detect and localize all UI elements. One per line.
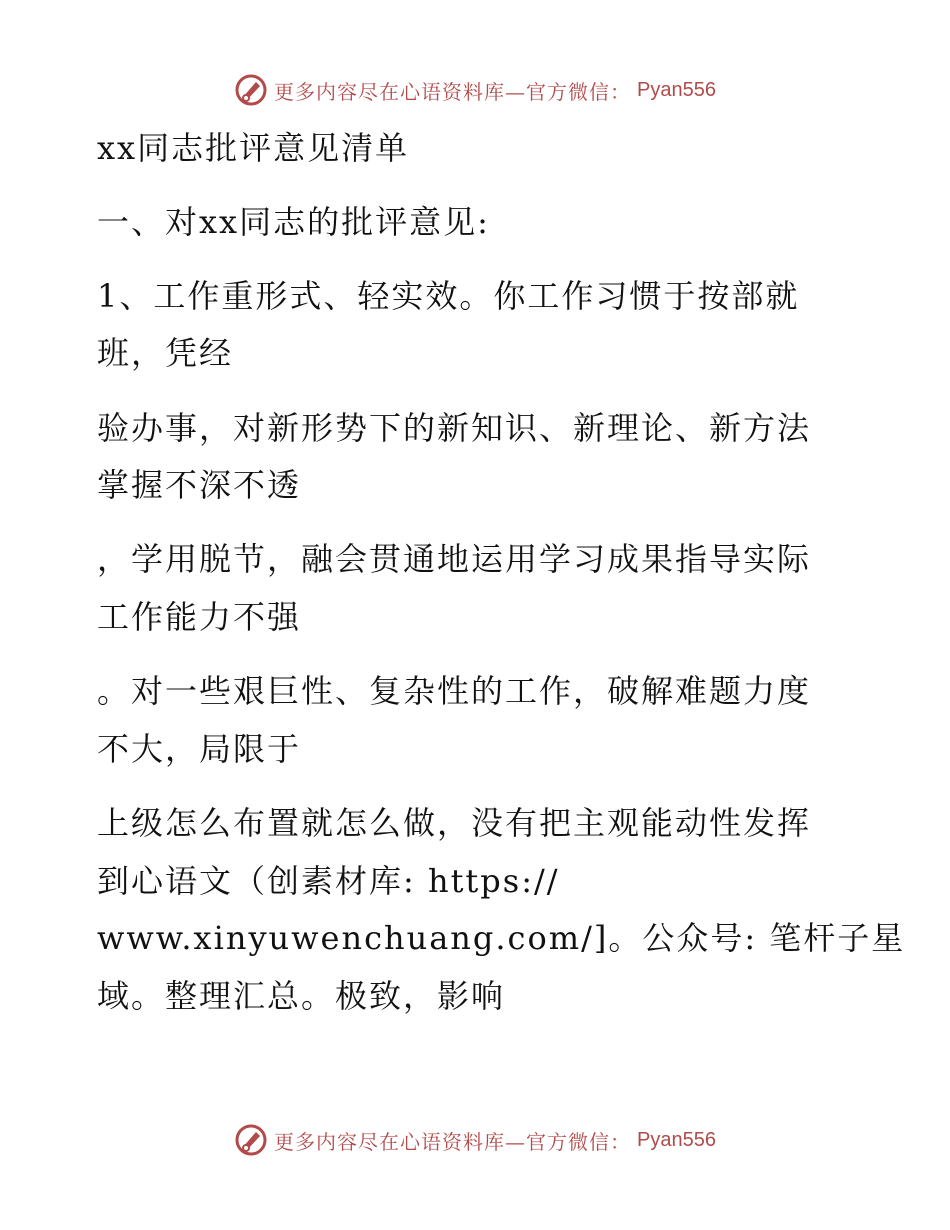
text-line: 。对一些艰巨性、复杂性的工作，破解难题力度 <box>97 672 812 710</box>
footer-banner-text: 更多内容尽在心语资料库—官方微信： <box>274 1129 632 1154</box>
text-line: 班，凭经 <box>97 334 234 372</box>
text-line: 掌握不深不透 <box>97 466 302 504</box>
text-line: 不大，局限于 <box>97 730 302 768</box>
text-line: 域。整理汇总。极致，影响 <box>97 977 506 1015</box>
section-heading: 一、对xx同志的批评意见: <box>97 203 490 241</box>
text-line: 验办事，对新形势下的新知识、新理论、新方法 <box>97 409 812 447</box>
text-line: 到心语文（创素材库: https:// <box>97 862 560 900</box>
header-banner <box>0 70 950 110</box>
text-line: ，学用脱节，融会贯通地运用学习成果指导实际 <box>97 540 812 578</box>
header-banner-id: Pyan556 <box>637 78 716 101</box>
text-line: www.xinyuwenchuang.com/]。公众号: 笔杆子星 <box>97 919 906 957</box>
text-line: 1、工作重形式、轻实效。你工作习惯于按部就 <box>97 277 800 315</box>
pen-logo-icon <box>234 73 268 107</box>
footer-banner <box>0 1120 950 1160</box>
text-line: 上级怎么布置就怎么做，没有把主观能动性发挥 <box>97 804 812 842</box>
document-title: xx同志批评意见清单 <box>97 129 410 167</box>
footer-banner-id: Pyan556 <box>637 1128 716 1151</box>
header-banner-text: 更多内容尽在心语资料库—官方微信： <box>274 79 632 104</box>
pen-logo-icon <box>234 1123 268 1157</box>
text-line: 工作能力不强 <box>97 598 302 636</box>
